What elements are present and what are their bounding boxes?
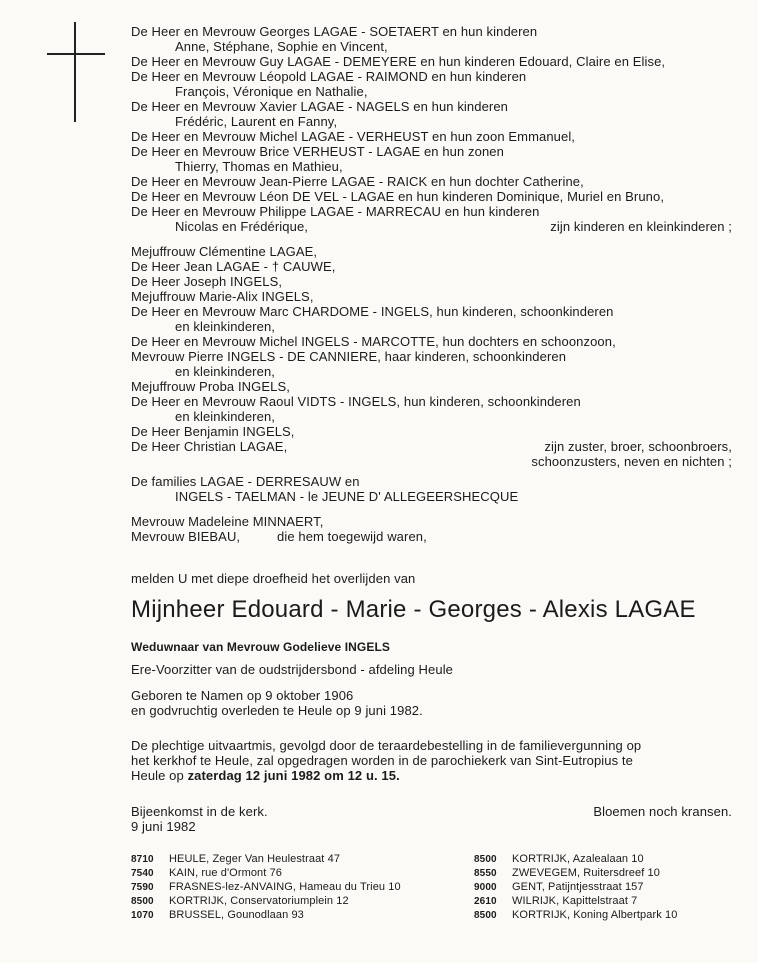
relative-line: Mejuffrouw Marie-Alix INGELS, <box>131 289 314 304</box>
postal-code: 7540 <box>131 868 154 879</box>
families-line: De families LAGAE - DERRESAUW en <box>131 474 360 489</box>
address-text: FRASNES-lez-ANVAING, Hameau du Trieu 10 <box>169 881 401 893</box>
meeting-note: Bijeenkomst in de kerk. <box>131 804 268 819</box>
widower-line: Weduwnaar van Mevrouw Godelieve INGELS <box>131 640 390 654</box>
address-text: KAIN, rue d'Ormont 76 <box>169 867 283 879</box>
relative-line: Mevrouw Pierre INGELS - DE CANNIERE, haar kinderen, schoonkinderen <box>131 349 567 364</box>
address-line <box>474 852 644 867</box>
birth-line: Geboren te Namen op 9 oktober 1906 <box>131 688 354 703</box>
relative-line: De Heer Christian LAGAE, <box>131 439 288 454</box>
family-line: Anne, Stéphane, Sophie en Vincent, <box>175 39 388 54</box>
address-line <box>131 908 304 923</box>
postal-code: 9000 <box>474 882 497 893</box>
relatives-suffix: zijn zuster, broer, schoonbroers, <box>544 439 732 454</box>
address-line <box>474 908 677 923</box>
address-text: KORTRIJK, Koning Albertpark 10 <box>512 909 678 921</box>
postal-code: 8550 <box>474 868 497 879</box>
postal-code: 8500 <box>474 854 497 865</box>
address-text: KORTRIJK, Conservatoriumplein 12 <box>169 895 349 907</box>
family-line: De Heer en Mevrouw Jean-Pierre LAGAE - RAICK en hun dochter Catherine, <box>131 174 584 189</box>
address-text: KORTRIJK, Azalealaan 10 <box>512 853 644 865</box>
relative-line: Mejuffrouw Proba INGELS, <box>131 379 290 394</box>
address-line <box>474 894 637 909</box>
postal-code: 2610 <box>474 896 497 907</box>
address-line <box>131 880 401 895</box>
family-line: De Heer en Mevrouw Philippe LAGAE - MARRECAU en hun kinderen <box>131 204 540 219</box>
relative-line: De Heer Benjamin INGELS, <box>131 424 295 439</box>
mourning-cross-icon <box>74 22 76 122</box>
relatives-suffix: schoonzusters, neven en nichten ; <box>531 454 732 469</box>
address-text: GENT, Patijntjesstraat 157 <box>512 881 644 893</box>
address-text: HEULE, Zeger Van Heulestraat 47 <box>169 853 341 865</box>
funeral-line <box>131 768 400 783</box>
funeral-line-start: Heule op <box>131 768 188 783</box>
announcement: melden U met diepe droefheid het overlijden van <box>131 571 416 586</box>
relative-line: De Heer en Mevrouw Michel INGELS - MARCOTTE, hun dochters en schoonzoon, <box>131 334 616 349</box>
relative-line: De Heer en Mevrouw Marc CHARDOME - INGELS, hun kinderen, schoonkinderen <box>131 304 614 319</box>
family-line: Thierry, Thomas en Mathieu, <box>175 159 343 174</box>
address-text: BRUSSEL, Gounodlaan 93 <box>169 909 304 921</box>
relative-line: Mejuffrouw Clémentine LAGAE, <box>131 244 318 259</box>
family-line: Frédéric, Laurent en Fanny, <box>175 114 338 129</box>
address-text: ZWEVEGEM, Ruitersdreef 10 <box>512 867 660 879</box>
honorary-title: Ere-Voorzitter van de oudstrijdersbond - afdeling Heule <box>131 662 454 677</box>
postal-code: 8500 <box>474 910 497 921</box>
family-line: De Heer en Mevrouw Georges LAGAE - SOETAERT en hun kinderen <box>131 24 538 39</box>
notice-date: 9 juni 1982 <box>131 819 196 834</box>
family-line: De Heer en Mevrouw Léopold LAGAE - RAIMOND en hun kinderen <box>131 69 527 84</box>
address-text: WILRIJK, Kapittelstraat 7 <box>512 895 638 907</box>
postal-code: 7590 <box>131 882 154 893</box>
address-line <box>474 866 660 881</box>
mourning-cross-bar <box>47 53 105 55</box>
relative-line: De Heer en Mevrouw Raoul VIDTS - INGELS, hun kinderen, schoonkinderen <box>131 394 581 409</box>
family-line: De Heer en Mevrouw Léon DE VEL - LAGAE en hun kinderen Dominique, Muriel en Bruno, <box>131 189 665 204</box>
funeral-line: De plechtige uitvaartmis, gevolgd door de teraardebestelling in de familievergunning op <box>131 738 642 753</box>
address-line <box>131 852 340 867</box>
postal-code: 1070 <box>131 910 154 921</box>
carer-note: die hem toegewijd waren, <box>277 529 427 544</box>
relative-line: en kleinkinderen, <box>175 319 275 334</box>
relative-line: en kleinkinderen, <box>175 409 275 424</box>
family-suffix: zijn kinderen en kleinkinderen ; <box>550 219 732 234</box>
deceased-name: Mijnheer Edouard - Marie - Georges - Alexis LAGAE <box>131 596 696 623</box>
postal-code: 8500 <box>131 896 154 907</box>
carer-line: Mevrouw Madeleine MINNAERT, <box>131 514 324 529</box>
funeral-line: het kerkhof te Heule, zal opgedragen worden in de parochiekerk van Sint-Eutropius te <box>131 753 633 768</box>
families-line: INGELS - TAELMAN - le JEUNE D' ALLEGEERSHECQUE <box>175 489 519 504</box>
family-line: De Heer en Mevrouw Guy LAGAE - DEMEYERE en hun kinderen Edouard, Claire en Elise, <box>131 54 666 69</box>
relative-line: De Heer Joseph INGELS, <box>131 274 283 289</box>
family-line: De Heer en Mevrouw Xavier LAGAE - NAGELS en hun kinderen <box>131 99 509 114</box>
postal-code: 8710 <box>131 854 154 865</box>
death-line: en godvruchtig overleden te Heule op 9 juni 1982. <box>131 703 423 718</box>
relative-line: en kleinkinderen, <box>175 364 275 379</box>
address-line <box>474 880 644 895</box>
funeral-date: zaterdag 12 juni 1982 om 12 u. 15. <box>187 768 400 783</box>
flowers-note: Bloemen noch kransen. <box>593 804 732 819</box>
family-line: De Heer en Mevrouw Michel LAGAE - VERHEUST en hun zoon Emmanuel, <box>131 129 576 144</box>
family-line: François, Véronique en Nathalie, <box>175 84 368 99</box>
relative-line: De Heer Jean LAGAE - † CAUWE, <box>131 259 336 274</box>
family-line: De Heer en Mevrouw Brice VERHEUST - LAGAE en hun zonen <box>131 144 504 159</box>
family-line: Nicolas en Frédérique, <box>175 219 308 234</box>
address-line <box>131 894 349 909</box>
address-line <box>131 866 282 881</box>
carer-line: Mevrouw BIEBAU, <box>131 529 241 544</box>
